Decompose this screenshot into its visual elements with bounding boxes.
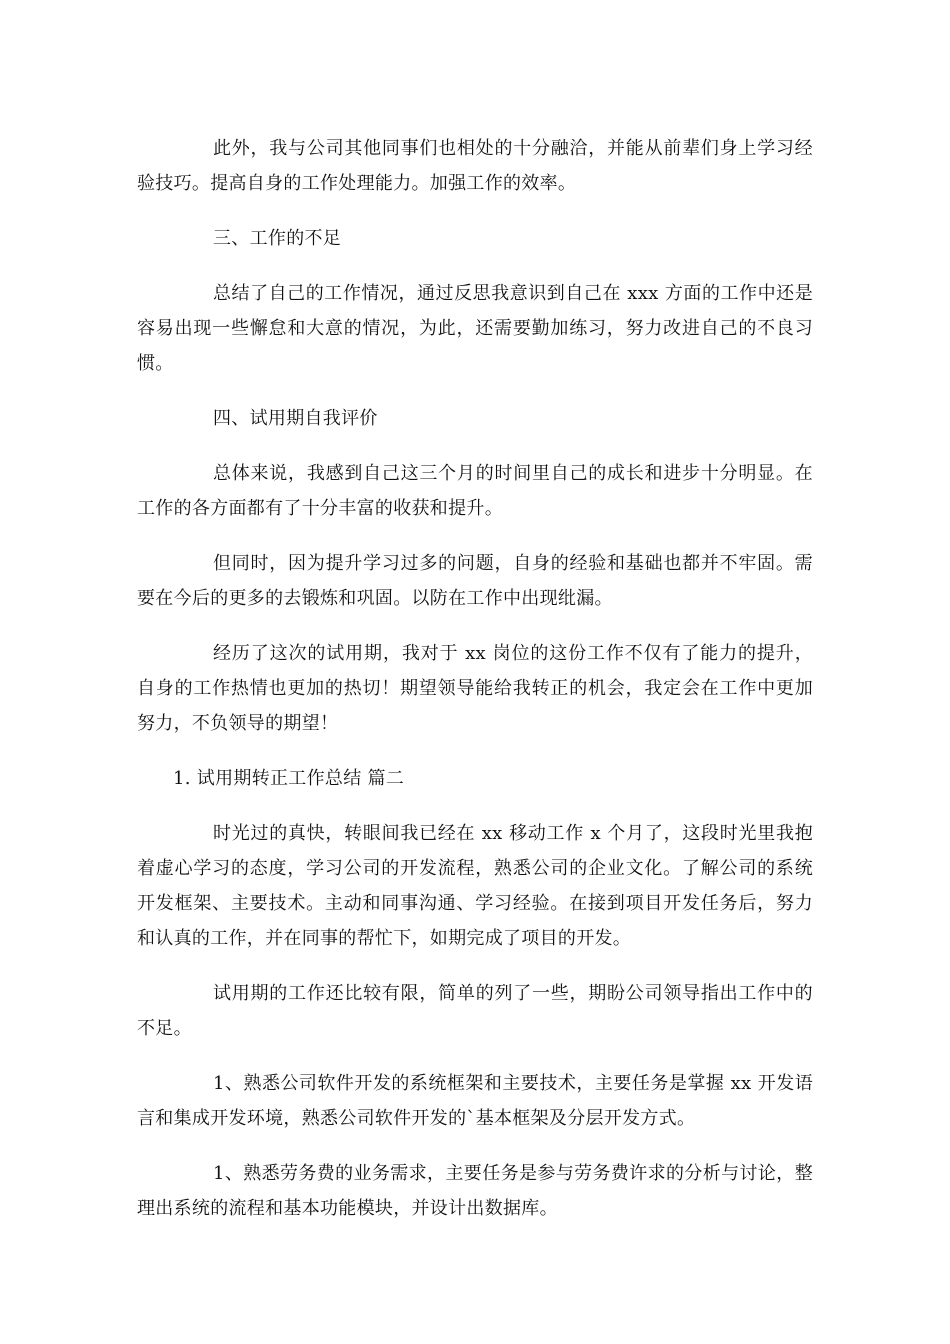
paragraph-shortcomings: 总结了自己的工作情况，通过反思我意识到自己在 xxx 方面的工作中还是容易出现一些懈怠和大意的情况，为此，还需要勤加练习，努力改进自己的不良习惯。 xyxy=(137,283,813,374)
paragraph-colleagues: 此外，我与公司其他同事们也相处的十分融洽，并能从前辈们身上学习经验技巧。提高自身的工作处理能力。加强工作的效率。 xyxy=(137,138,813,194)
paragraph-labor-fee: 1、熟悉劳务费的业务需求，主要任务是参与劳务费许求的分析与讨论，整理出系统的流程和基本功能模块，并设计出数据库。 xyxy=(137,1163,813,1219)
paragraph-limited-work: 试用期的工作还比较有限，简单的列了一些，期盼公司领导指出工作中的不足。 xyxy=(137,983,813,1039)
paragraph-growth: 总体来说，我感到自己这三个月的时间里自己的成长和进步十分明显。在工作的各方面都有了十分丰富的收获和提升。 xyxy=(137,463,813,519)
heading-shortcomings: 三、工作的不足 xyxy=(213,228,342,249)
document-body xyxy=(137,131,813,1246)
paragraph-time-flies: 时光过的真快，转眼间我已经在 xx 移动工作 x 个月了，这段时光里我抱着虚心学习的态度，学习公司的开发流程，熟悉公司的企业文化。了解公司的系统开发框架、主要技术。主动和同事沟通、学习经验。在接到项目开发任务后，努力和认真的工作，并在同事的帮忙下，如期完成了项目的开发。 xyxy=(137,823,813,949)
section-title-part-two: 1. 试用期转正工作总结 篇二 xyxy=(173,768,405,789)
heading-self-evaluation: 四、试用期自我评价 xyxy=(213,408,378,429)
paragraph-framework: 1、熟悉公司软件开发的系统框架和主要技术，主要任务是掌握 xx 开发语言和集成开发环境，熟悉公司软件开发的`基本框架及分层开发方式。 xyxy=(137,1073,813,1129)
paragraph-improvement: 但同时，因为提升学习过多的问题，自身的经验和基础也都并不牢固。需要在今后的更多的去锻炼和巩固。以防在工作中出现纰漏。 xyxy=(137,553,813,609)
paragraph-expectation: 经历了这次的试用期，我对于 xx 岗位的这份工作不仅有了能力的提升，自身的工作热情也更加的热切！期望领导能给我转正的机会，我定会在工作中更加努力，不负领导的期望！ xyxy=(137,643,813,734)
